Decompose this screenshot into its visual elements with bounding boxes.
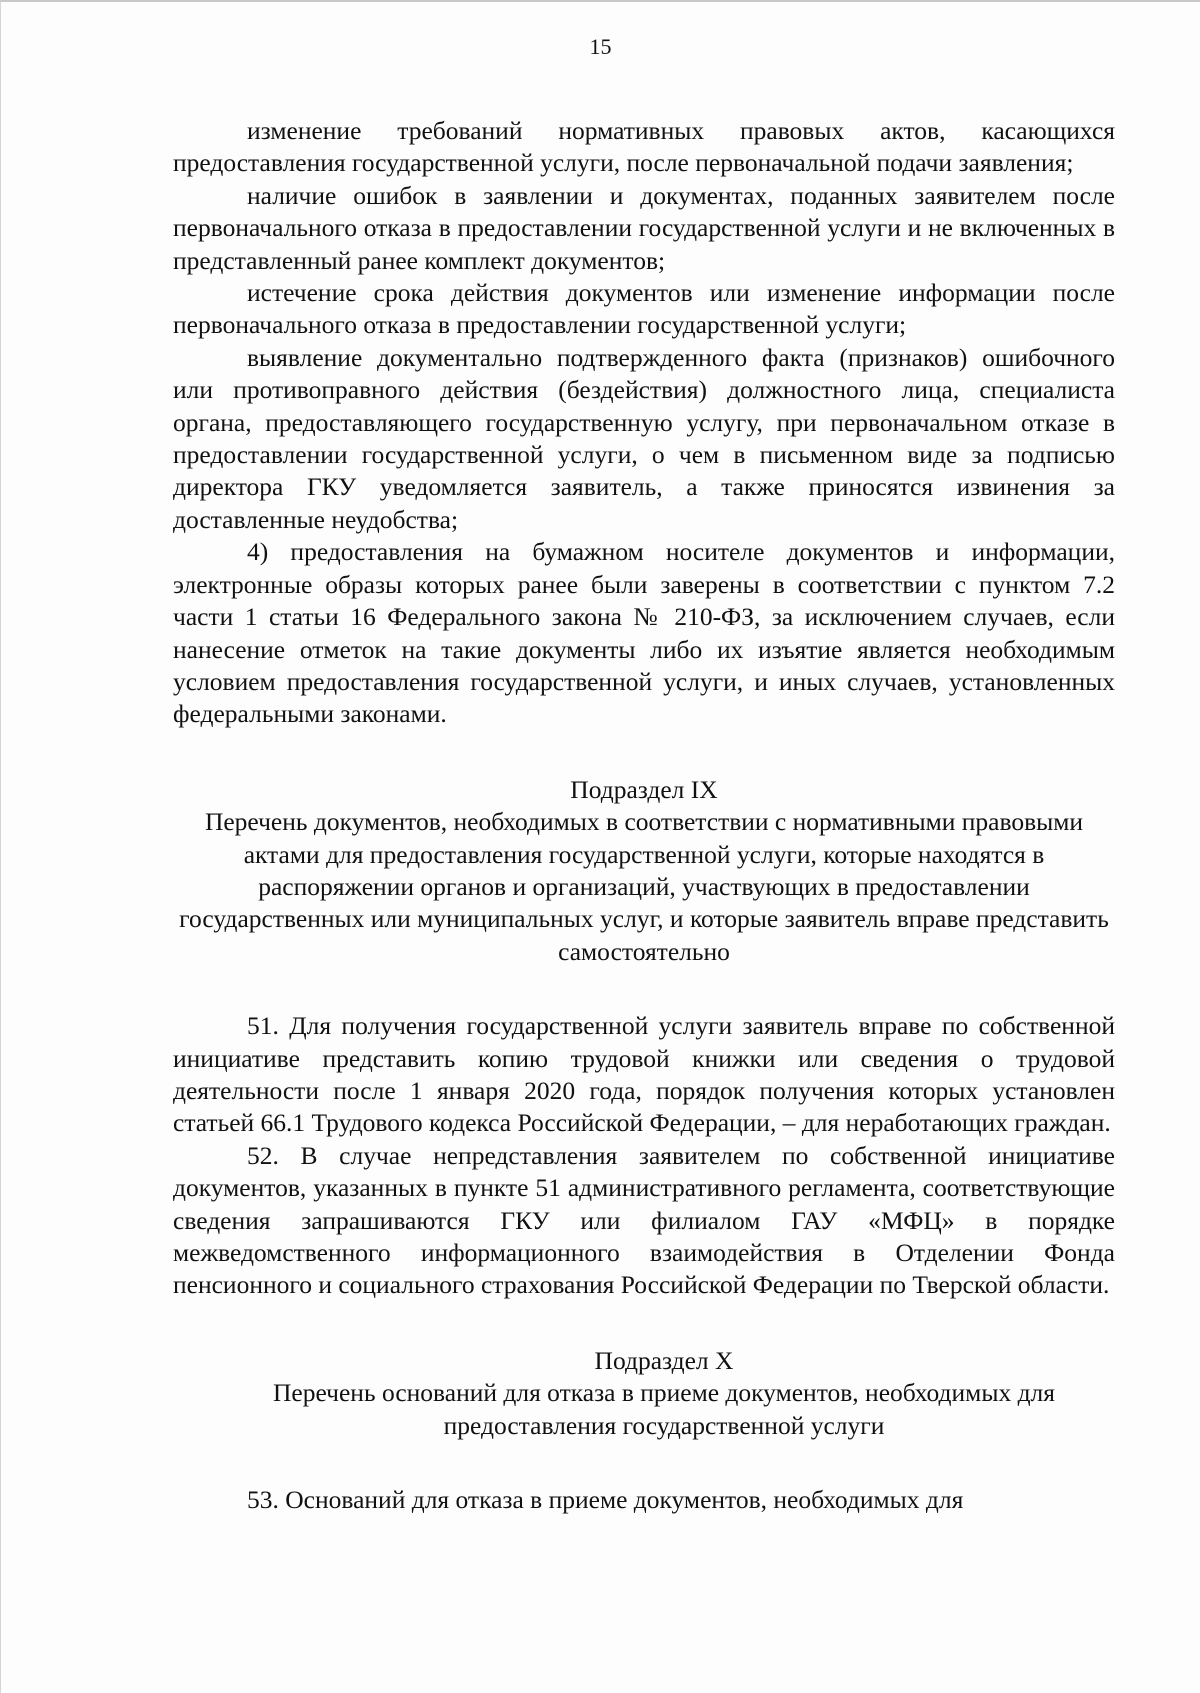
paragraph-52: 52. В случае непредставления заявителем по собственной инициативе документов, указанных в пункте 51 административного регламента, соответствующие сведения запрашиваются ГКУ или филиалом ГАУ «МФЦ» в порядке межведомственного информационного взаимодействия в Отделении Фонда пенсионного и социального страхования Российской Федерации по Тверской области. (173, 1140, 1115, 1300)
paragraph: наличие ошибок в заявлении и документах, поданных заявителем после первоначального отказа в предоставлении государственной услуги и не включенных в представленный ранее комплект документов; (173, 180, 1115, 275)
subsection-10-title: Перечень оснований для отказа в приеме документов, необходимых для предоставления государственной услуги (272, 1378, 1056, 1440)
subsection-10-label: Подраздел X (594, 1345, 734, 1375)
paragraph: 4) предоставления на бумажном носителе документов и информации, электронные образы которых ранее были заверены в соответствии с пунктом 7.2 части 1 статьи 16 Федерального закона № 210-ФЗ, за исключением случаев, если нанесение отметок на такие документы либо их изъятие является необходимым условием предоставления государственной услуги, и иных случаев, установленных федеральными законами. (173, 537, 1115, 729)
paragraph: выявление документально подтвержденного факта (признаков) ошибочного или противоправного действия (бездействия) должностного лица, специалиста органа, предоставляющего государственную услугу, при первоначальном отказе в предоставлении государственной услуги, о чем в письменном виде за подписью директора ГКУ уведомляется заявитель, а также приносятся извинения за доставленные неудобства; (173, 342, 1115, 534)
subsection-9-label: Подраздел IX (570, 774, 718, 804)
paragraph: изменение требований нормативных правовых актов, касающихся предоставления государственной услуги, после первоначальной подачи заявления; (173, 116, 1115, 178)
paragraph-53: 53. Оснований для отказа в приеме документов, необходимых для (247, 1485, 964, 1515)
paragraph: истечение срока действия документов или изменение информации после первоначального отказа в предоставлении государственной услуги; (173, 278, 1115, 340)
paragraph-51: 51. Для получения государственной услуги заявитель вправе по собственной инициативе представить копию трудовой книжки или сведения о трудовой деятельности после 1 января 2020 года, порядок получения которых установлен статьей 66.1 Трудового кодекса Российской Федерации, – для неработающих граждан. (173, 1011, 1115, 1138)
page-number: 15 (589, 34, 612, 59)
document-body (173, 115, 1115, 1516)
subsection-9-title: Перечень документов, необходимых в соответствии с нормативными правовыми актами для предоставления государственной услуги, которые находятся в распоряжении органов и организаций, участвующих в предоставлении государственных или муниципальных услуг, и которые заявитель вправе представить самостоятельно (179, 807, 1109, 966)
